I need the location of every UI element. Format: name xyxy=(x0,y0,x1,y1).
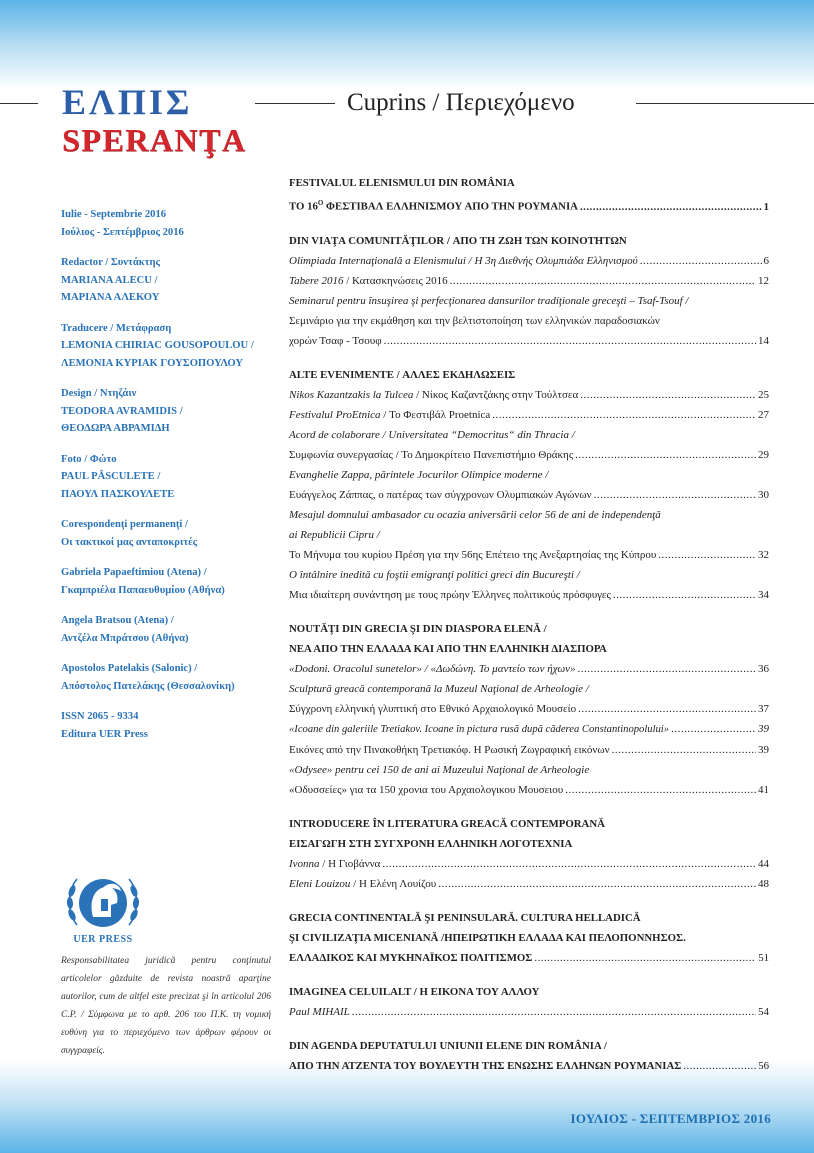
entry-title: χορών Τσαφ - Τσουφ xyxy=(289,334,382,347)
page-number: 36 xyxy=(758,662,769,675)
toc-entry[interactable] xyxy=(289,585,769,605)
editor-block xyxy=(61,254,271,307)
correspondents-label-gr: Οι τακτικοί μας ανταποκριτές xyxy=(61,536,198,548)
toc-entry[interactable] xyxy=(289,874,769,894)
entry-title xyxy=(289,385,578,405)
leader-dots xyxy=(382,854,756,874)
translation-label: Traducere / Μετάφραση xyxy=(61,322,172,334)
entry-title xyxy=(289,874,436,894)
design-name-gr: ΘΕΟΔΩΡΑ ΑΒΡΑΜΙΔΗ xyxy=(61,423,170,434)
leader-dots xyxy=(613,585,756,605)
leader-dots xyxy=(492,405,756,425)
toc-section-image-of-other xyxy=(289,982,769,1022)
leader-dots xyxy=(640,251,762,271)
leader-dots xyxy=(612,740,756,760)
section-heading: ALTE EVENIMENTE / ΑΛΛΕΣ ΕΚΔΗΛΩΣΕΙΣ xyxy=(289,368,516,381)
toc-entry[interactable] xyxy=(289,780,769,800)
toc-entry[interactable] xyxy=(289,405,769,425)
section-heading: ΝΕΑ ΑΠΟ ΤΗΝ ΕΛΛΑΔΑ ΚΑΙ ΑΠΟ ΤΗΝ ΕΛΛΗΝΙΚΗ ΔΙΑΣΠΟΡΑ xyxy=(289,642,607,655)
correspondents-label-ro: Corespondenţi permanenţi / xyxy=(61,519,188,530)
toc-section-communities xyxy=(289,231,769,351)
translation-name-ro: LEMONIA CHIRIAC GOUSOPOULOU / xyxy=(61,340,254,351)
title-gr: / Κατασκηνώσεις 2016 xyxy=(343,274,448,287)
toc-entry[interactable] xyxy=(289,1056,769,1076)
publication-info xyxy=(61,708,271,743)
section-heading: ΕΙΣΑΓΩΓΗ ΣΤΗ ΣΥΓΧΡΟΝΗ ΕΛΛΗΝΙΚΗ ΛΟΓΟΤΕΧΝΙΑ xyxy=(289,837,573,850)
title-gr: / Η Γιοβάννα xyxy=(319,857,381,870)
leader-dots xyxy=(671,719,756,739)
entry-title: Εικόνες από την Πινακοθήκη Τρετιακόφ. Η Ρωσική Ζωγραφική εικόνων xyxy=(289,743,610,756)
correspondent-1-ro: Gabriela Papaeftimiou (Atena) / xyxy=(61,567,207,578)
correspondent-3-gr: Απόστολος Πατελάκης (Θεσσαλονίκη) xyxy=(61,680,235,692)
correspondent-3-ro: Apostolos Patelakis (Salonic) / xyxy=(61,663,198,674)
photo-name-ro: PAUL PĂSCULETE / xyxy=(61,471,161,482)
page-number: 12 xyxy=(758,274,769,287)
entry-title: Σύγχρονη ελληνική γλυπτική στο Εθνικό Αρχαιολογικό Μουσείο xyxy=(289,702,577,715)
title-gr: / Η Ελένη Λουίζου xyxy=(350,877,437,890)
correspondent-2-ro: Angela Bratsou (Atena) / xyxy=(61,615,174,626)
section-heading: NOUTĂŢI DIN GRECIA ŞI DIN DIASPORA ELENĂ / xyxy=(289,622,547,635)
toc-entry[interactable] xyxy=(289,854,769,874)
entry-title-line[interactable]: Acord de colaborare / Universitatea “Democritus“ din Thracia / xyxy=(289,428,575,441)
page-number: 1 xyxy=(763,200,769,213)
toc-entry[interactable] xyxy=(289,1002,769,1022)
photo-label: Foto / Φώτο xyxy=(61,453,117,465)
leader-dots xyxy=(658,545,756,565)
masthead-romanian: SPERANŢA xyxy=(62,122,247,158)
correspondent-1-gr: Γκαμπριέλα Παπαευθυμίου (Αθήνα) xyxy=(61,584,225,596)
leader-dots xyxy=(580,197,762,217)
entry-title-line[interactable]: Evanghelie Zappa, părintele Jocurilor Olimpice moderne / xyxy=(289,468,549,481)
title-ro: Tabere 2016 xyxy=(289,274,344,287)
issn: ISSN 2065 - 9334 xyxy=(61,711,139,722)
leader-dots xyxy=(565,780,756,800)
emblem-label: UER PRESS xyxy=(73,934,133,945)
toc-section-agenda xyxy=(289,1036,769,1076)
leader-dots xyxy=(352,1002,756,1022)
heading-part: ΤΟ 16 xyxy=(289,200,318,213)
title-ro: Eleni Louizou xyxy=(289,877,351,890)
heading-part: ΦΕΣΤΙΒΑΛ ΕΛΛΗΝΙΣΜΟΥ ΑΠΟ ΤΗΝ ΡΟΥΜΑΝΙΑ xyxy=(323,200,578,213)
page-number: 54 xyxy=(758,1005,769,1018)
page-number: 30 xyxy=(758,488,769,501)
leader-dots xyxy=(683,1056,756,1076)
heading-superscript: Ο xyxy=(317,199,324,207)
entry-title: Μια ιδιαίτερη συνάντηση με τους πρώην Έλληνες πολιτικούς πρόσφυγες xyxy=(289,588,611,601)
page-number: 37 xyxy=(758,702,769,715)
top-gradient-band xyxy=(0,0,814,90)
toc-section-literature xyxy=(289,814,769,894)
leader-dots xyxy=(450,271,756,291)
correspondent-1 xyxy=(61,564,271,599)
entry-title xyxy=(289,271,448,291)
editor-label: Redactor / Συντάκτης xyxy=(61,257,161,268)
entry-title: Το Μήνυμα του κυρίου Πρέση για την 56ης Επέτειο της Ανεξαρτησίας της Κύπρου xyxy=(289,548,657,561)
toc-entry[interactable] xyxy=(289,271,769,291)
correspondents-label-block xyxy=(61,516,271,551)
page-number: 32 xyxy=(758,548,769,561)
toc-entry[interactable] xyxy=(289,385,769,405)
entry-title: Ευάγγελος Ζάππας, ο πατέρας των σύγχρονων Ολυμπιακών Αγώνων xyxy=(289,488,592,501)
issue-gr: Ιούλιος - Σεπτέμβριος 2016 xyxy=(61,226,184,238)
header-rule-right xyxy=(636,103,814,104)
toc-section-news xyxy=(289,619,769,800)
design-block xyxy=(61,385,271,438)
toc-entry[interactable] xyxy=(289,485,769,505)
publisher: Editura UER Press xyxy=(61,728,148,740)
page-number: 39 xyxy=(758,743,769,756)
entry-title-line[interactable]: Sculptură greacă contemporană la Muzeul Naţional de Arheologie / xyxy=(289,682,589,695)
design-label: Design / Ντηζάιν xyxy=(61,388,137,399)
section-heading: DIN VIAŢA COMUNITĂŢILOR / ΑΠΟ ΤΗ ΖΩΗ ΤΩΝ ΚΟΙΝΟΤΗΤΩΝ xyxy=(289,234,627,247)
page-number: 29 xyxy=(758,448,769,461)
page-number: 6 xyxy=(763,254,769,267)
leader-dots xyxy=(594,485,756,505)
correspondent-2-gr: Αντζέλα Μπράτσου (Αθήνα) xyxy=(61,632,189,644)
entry-title-line[interactable]: «Odysee» pentru cei 150 de ani ai Muzeului Naţional de Arheologie xyxy=(289,763,590,776)
entry-title: Συμφωνία συνεργασίας / Το Δημοκρίτειο Πανεπιστήμιο Θράκης xyxy=(289,448,574,461)
toc-entry[interactable] xyxy=(289,251,769,271)
title-ro: Nikos Kazantzakis la Tulcea xyxy=(289,388,414,401)
page-number: 34 xyxy=(758,588,769,601)
page-number: 25 xyxy=(758,388,769,401)
entry-title: «Οδυσσείες» για τα 150 χρονια του Αρχαιολογικου Μουσειου xyxy=(289,783,564,796)
entry-title: «Icoane din galeriile Tretiakov. Icoane în pictura rusă după căderea Constantinopolului» xyxy=(289,723,670,735)
table-of-contents xyxy=(289,173,769,1090)
toc-entry[interactable] xyxy=(289,331,769,351)
title-ro: Ivonna xyxy=(289,857,320,870)
page-number: 14 xyxy=(758,334,769,347)
leader-dots xyxy=(575,445,756,465)
masthead-sidebar xyxy=(61,206,271,756)
toc-entry[interactable] xyxy=(289,545,769,565)
section-heading: ŞI CIVILIZAŢIA MICENIANĂ /ΗΠΕΙΡΩΤΙΚΗ ΕΛΛΑΔΑ ΚΑΙ ΠΕΛΟΠΟΝΝΗΣΟΣ. xyxy=(289,931,686,944)
header-rule-left xyxy=(0,103,38,104)
toc-entry[interactable] xyxy=(289,445,769,465)
masthead-greek: ΕΛΠΙΣ xyxy=(62,82,193,122)
toc-entry[interactable] xyxy=(289,948,769,968)
toc-entry[interactable] xyxy=(289,193,769,217)
entry-title: Olimpiada Internaţională a Elenismului / Η 3η Διεθνής Ολυμπιάδα Ελληνισμού xyxy=(289,254,638,267)
leader-dots xyxy=(578,659,757,679)
entry-title-line[interactable]: Σεμινάριο για την εκμάθηση και την βελτιστοποίηση των ελληνικών παραδοσιακών xyxy=(289,314,660,327)
photo-name-gr: ΠΑΟΥΛ ΠΑΣΚΟΥΛΕΤΕ xyxy=(61,488,175,500)
entry-title-line[interactable]: Mesajul domnului ambasador cu ocazia aniversării celor 56 de ani de independenţă xyxy=(289,508,661,521)
page-title: Cuprins / Περιεχόμενο xyxy=(347,89,575,116)
translation-block xyxy=(61,320,271,373)
entry-title-line[interactable]: Seminarul pentru însuşirea şi perfecţionarea dansurilor tradiţionale greceşti – Tsaf-Tsouf / xyxy=(289,294,689,307)
editor-name-gr: ΜΑΡΙΑΝΑ ΑΛΕΚΟΥ xyxy=(61,292,160,303)
issue-block xyxy=(61,206,271,241)
header-rule-middle xyxy=(255,103,335,104)
issue-ro: Iulie - Septembrie 2016 xyxy=(61,209,167,220)
section-heading: DIN AGENDA DEPUTATULUI UNIUNII ELENE DIN ROMÂNIA / xyxy=(289,1039,607,1052)
page-number: 51 xyxy=(758,951,769,964)
entry-title xyxy=(289,193,578,217)
section-heading: IMAGINEA CELUILALT / Η ΕΙΚΟΝΑ ΤΟΥ ΑΛΛΟΥ xyxy=(289,985,540,998)
toc-section-continental-greece xyxy=(289,908,769,968)
page-number: 27 xyxy=(758,408,769,421)
title-ro: Festivalul ProEtnica xyxy=(289,408,381,421)
toc-entry[interactable] xyxy=(289,699,769,719)
legal-disclaimer: Responsabilitatea juridică pentru conţinutul articolelor găzduite de revista noastră aparţine autorilor, cum de altfel este precizat şi în articolul 206 C.P. / Σύμφωνα με το αρθ. 206 του Π.Κ. τη νομική ευθύνη για το περιεχόμενο των άρθρων φέρουν οι συγγραφείς. xyxy=(61,956,271,1056)
toc-entry[interactable] xyxy=(289,719,769,740)
photo-block xyxy=(61,451,271,504)
entry-title-line[interactable]: O întâlnire inedită cu foştii emigranţi politici greci din Bucureşti / xyxy=(289,568,580,581)
section-heading: INTRODUCERE ÎN LITERATURA GREACĂ CONTEMPORANĂ xyxy=(289,817,605,830)
correspondent-2 xyxy=(61,612,271,647)
toc-entry[interactable] xyxy=(289,659,769,679)
entry-title: ΕΛΛΑΔΙΚΟΣ ΚΑΙ ΜΥΚΗΝΑΪΚΟΣ ΠΟΛΙΤΙΣΜΟΣ xyxy=(289,951,533,964)
section-heading: FESTIVALUL ELENISMULUI DIN ROMÂNIA xyxy=(289,177,515,189)
title-gr: / Νίκος Καζαντζάκης στην Τούλτσεα xyxy=(413,388,579,401)
design-name-ro: TEODORA AVRAMIDIS / xyxy=(61,405,183,417)
entry-title: Paul MIHAIL xyxy=(289,1005,350,1018)
title-gr: / Το Φεστιβάλ Proetnica xyxy=(380,408,491,421)
leader-dots xyxy=(384,331,756,351)
section-heading: GRECIA CONTINENTALĂ ŞI PENINSULARĂ. CULTURA HELLADICĂ xyxy=(289,911,641,924)
translation-name-gr: ΛΕΜΟΝΙΑ ΚΥΡΙΑΚ ΓΟΥΣΟΠΟΥΛΟΥ xyxy=(61,357,243,369)
toc-section-other-events xyxy=(289,365,769,605)
page-number: 56 xyxy=(758,1059,769,1072)
leader-dots xyxy=(438,874,756,894)
footer-issue-date: ΙΟΥΛΙΟΣ - ΣΕΠΤΕΜΒΡΙΟΣ 2016 xyxy=(570,1111,771,1126)
entry-title xyxy=(289,405,490,425)
leader-dots xyxy=(578,699,756,719)
correspondent-3 xyxy=(61,660,271,695)
toc-section-festival xyxy=(289,173,769,217)
toc-entry[interactable] xyxy=(289,740,769,760)
entry-title: ΑΠΟ ΤΗΝ ΑΤΖΕΝΤΑ ΤΟΥ ΒΟΥΛΕΥΤΗ ΤΗΣ ΕΝΩΣΗΣ ΕΛΛΗΝΩΝ ΡΟΥΜΑΝΙΑΣ xyxy=(289,1059,682,1072)
page-number: 48 xyxy=(758,877,769,890)
entry-title: «Dodoni. Oracolul sunetelor» / «Δωδώνη. Το μαντείο των ήχων» xyxy=(289,662,576,675)
page-number: 44 xyxy=(758,857,769,870)
editor-name-ro: MARIANA ALECU / xyxy=(61,274,158,286)
leader-dots xyxy=(580,385,756,405)
page-number: 39 xyxy=(758,722,769,735)
entry-title xyxy=(289,854,380,874)
page-number: 41 xyxy=(758,783,769,796)
entry-title-line[interactable]: ai Republicii Cipru / xyxy=(289,528,380,541)
leader-dots xyxy=(534,948,756,968)
